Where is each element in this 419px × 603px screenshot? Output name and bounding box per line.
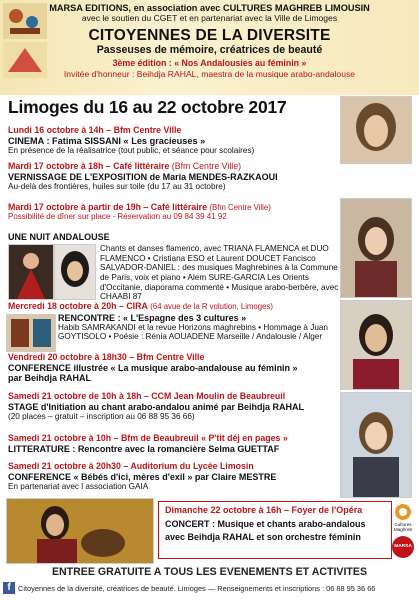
event-5 — [8, 353, 298, 383]
event-4-line-1: Habib SAMRAKANDI et la revue Horizons maghrebins • Hommage à Juan — [58, 323, 328, 333]
event-3-body: Chants et danses flamenco, avec TRIANA FLAMENCA et DUO FLAMENCO • Cristiana ESO et Laurent DOUCET Fancisco SALVADOR-DANIEL : des musiques Maghrebines à la Commune de Paris, voix et piano • Alem SURE-GARCIA Les Orients d'Occitanie, diaporama commenté • Musique arabo-berbère, avec CHAABI 87 — [100, 244, 339, 302]
free-entry-text: ENTREE GRATUITE A TOUS LES EVENEMENTS ET ACTIVITES — [51, 566, 368, 578]
event-1-note: En présence de la réalisatrice (tout public, et séance pour scolaires) — [8, 146, 255, 156]
support-line: avec le soutien du CGET et en partenariat avec la Ville de Limoges — [81, 13, 338, 23]
portrait-photo-3 — [340, 300, 412, 390]
facebook-icon[interactable]: f — [3, 582, 15, 594]
event-4-title: RENCONTRE : « L'Espagne des 3 cultures » — [58, 313, 247, 323]
concert-line-1: CONCERT : Musique et chants arabo-andalous — [165, 519, 366, 529]
event-5-head: Vendredi 20 octobre à 18h30 – Bfm Centre Ville — [8, 352, 205, 362]
event-2-head: Mardi 17 octobre à 18h – Café littéraire — [8, 161, 170, 171]
subtitle: Passeuses de mémoire, créatrices de beauté — [96, 44, 323, 56]
dates-title: Limoges du 16 au 22 octobre 2017 — [8, 97, 287, 117]
book-cover-photo — [6, 314, 56, 352]
contact-line: Citoyennes de la diversité, créatrices de beauté. Limoges — Renseignements et inscriptions : 06 88 95 36 66 — [18, 584, 376, 593]
event-7 — [8, 434, 288, 454]
event-5-speaker: par Beihdja RAHAL — [8, 372, 92, 383]
flamenco-photo-1 — [8, 244, 54, 300]
event-6-head: Samedi 21 octobre de 10h à 18h – CCM Jean Moulin de Beaubreuil — [8, 391, 286, 401]
event-5-title: CONFERENCE illustrée « La musique arabo-andalouse au féminin » — [8, 362, 298, 373]
event-4-place: (64 avue de la R volution, Limoges) — [150, 302, 273, 311]
event-6-note: (20 places – gratuit – inscription au 06 88 95 36 66) — [8, 411, 195, 421]
concert-line-2: avec Beihdja RAHAL et son orchestre féminin — [165, 532, 361, 542]
event-4-body — [58, 313, 348, 341]
marsa-partner-logo: MARSA — [392, 536, 414, 558]
event-8-head: Samedi 21 octobre à 20h30 – Auditorium du Lycée Limosin — [8, 461, 254, 471]
page-title: CITOYENNES DE LA DIVERSITE — [88, 27, 331, 44]
partner-1-label: Cultures Maghreb — [393, 522, 413, 532]
event-4 — [8, 302, 273, 312]
event-4-head: Mercredi 18 octobre à 20h – CIRA — [8, 301, 148, 311]
concert-head: Dimanche 22 octobre à 16h – Foyer de l'Opéra — [165, 505, 363, 515]
event-3-sub: Possibilité de dîner sur place - Réservation au 09 84 39 41 92 — [8, 211, 227, 221]
portrait-photo-4 — [340, 392, 412, 498]
event-2-place: (Bfm Centre Ville) — [171, 161, 242, 171]
event-2-title: VERNISSAGE DE L'EXPOSITION de Maria MENDES-RAZKAOUI — [8, 171, 278, 182]
event-1-title: CINEMA : Fatima SISSANI « Les gracieuses » — [8, 135, 206, 146]
event-8-note: En partenariat avec l association GAIA — [8, 481, 149, 491]
event-2-note: Au-delà des frontières, huiles sur toile (du 17 au 31 octobre) — [8, 181, 226, 191]
guest-line: Invitée d'honneur : Beihdja RAHAL, maestra de la musique arabo-andalouse — [63, 69, 356, 79]
event-7-title: LITTERATURE : Rencontre avec la romancière Selma GUETTAF — [8, 443, 280, 454]
concert-box — [158, 501, 392, 559]
organizer-line: MARSA EDITIONS, en association avec CULTURES MAGHREB LIMOUSIN — [49, 3, 370, 13]
event-8 — [8, 462, 276, 491]
portrait-photo-2 — [340, 198, 412, 298]
event-1-head: Lundi 16 octobre à 14h – Bfm Centre Ville — [8, 125, 182, 135]
event-3 — [8, 203, 344, 222]
cultures-maghreb-logo-icon — [392, 502, 414, 522]
flamenco-photo-2 — [54, 244, 96, 300]
event-8-title: CONFERENCE « Bébés d'ici, mères d'exil » par Claire MESTRE — [8, 471, 277, 482]
event-2 — [8, 162, 278, 191]
event-3-place: (Bfm Centre Ville) — [209, 203, 271, 212]
event-6 — [8, 392, 304, 421]
event-7-head: Samedi 21 octobre à 10h – Bfm de Beaubreuil « P'tit déj en pages » — [8, 433, 288, 443]
event-6-title: STAGE d'Initiation au chant arabo-andalou animé par Beihdja RAHAL — [8, 401, 305, 412]
event-3-label: UNE NUIT ANDALOUSE — [8, 232, 110, 242]
event-3-head: Mardi 17 octobre à partir de 19h – Café littéraire — [8, 202, 207, 212]
event-4-line-2: GOYTISOLO • Poésie : Rénia AOUADENE Marseille / Andalousie / Alger — [58, 332, 323, 342]
portrait-photo-1 — [340, 96, 412, 164]
event-1 — [8, 126, 254, 155]
musician-photo — [6, 498, 154, 564]
edition-line: 3ème édition : « Nos Andalousies au féminin » — [112, 58, 307, 68]
